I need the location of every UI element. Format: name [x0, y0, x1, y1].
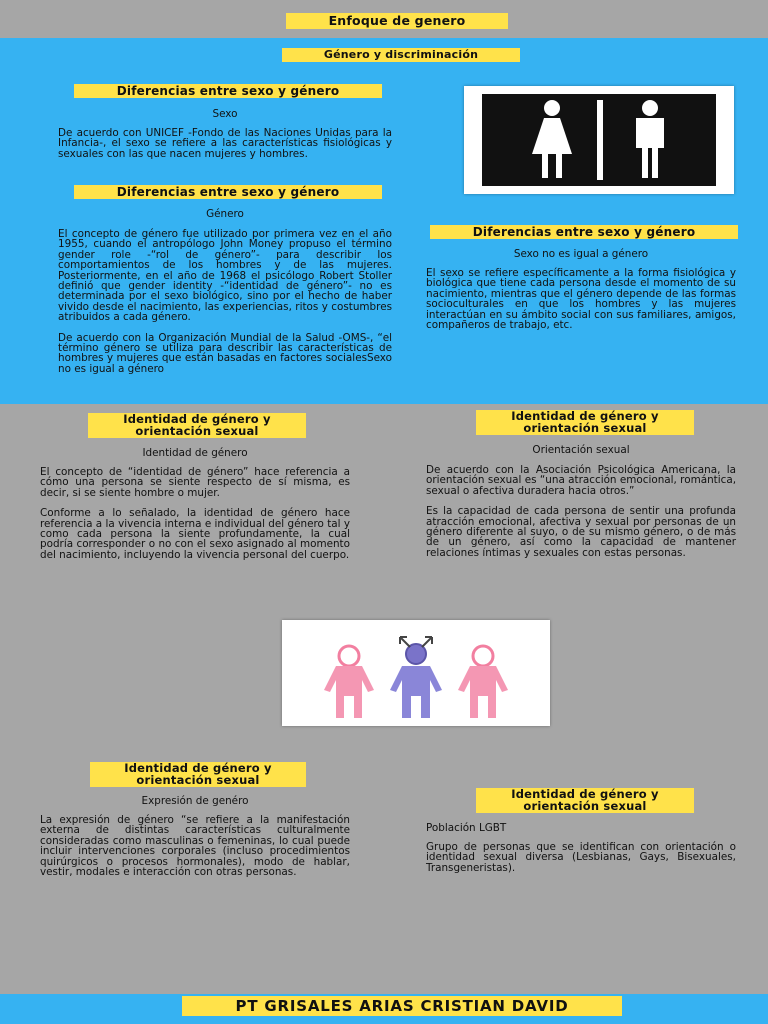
s2-paragraph: De acuerdo con la Organización Mundial de la Salud -OMS-, “el término género se utiliza para describir las características de hombres y mujeres que están basadas en factores socialesSexo no es igual a género: [58, 331, 392, 375]
s3-paragraph: El sexo se refiere específicamente a la forma fisiológica y biológica que tiene cada persona desde el momento de su nacimiento, mientras que el género depende de las formas socioculturales en que los hombres y las mujeres interactúan en su ámbito social con sus familiares, amigos, compañeros de trabajo, etc.: [426, 267, 736, 332]
s6-paragraph: La expresión de género “se refiere a la manifestación externa de distintas características culturalmente consideradas como masculinas o femeninas, lo cual puede incluir intervenciones corporales (incluso procedimientos quirúrgicos o procesos hormonales), modo de hablar, vestir, modales e interacción con otras personas.: [40, 814, 350, 879]
restroom-sign-image: [464, 86, 734, 194]
s2-body: [58, 229, 392, 384]
s5-heading: Identidad de género y orientación sexual: [476, 410, 694, 435]
s4-paragraph: El concepto de “identidad de género” hace referencia a cómo una persona se siente respecto de sí misma, es decir, si se siente hombre o mujer.: [40, 466, 350, 499]
s5-paragraph: De acuerdo con la Asociación Psicológica Americana, la orientación sexual es “una atracción emocional, romántica, sexual o afectiva duradera hacia otros.”: [426, 464, 736, 497]
s1-heading: Diferencias entre sexo y género: [74, 84, 382, 98]
s7-body: [426, 842, 736, 883]
s1-body: [58, 128, 392, 169]
restroom-sign-icon: [464, 86, 734, 194]
s6-body: [40, 815, 350, 887]
s6-label: Expresión de genéro: [141, 795, 249, 807]
s4-body: [40, 467, 350, 570]
s2-paragraph: El concepto de género fue utilizado por primera vez en el año 1955, cuando el antropólogo John Money propuso el término gender role -“rol de género”- para describir los comportamientos de los hombres y de las mujeres. Posteriormente, en el año de 1968 el psicólogo Robert Stoller definió que gender identity -“identidad de género”- no es determinada por el sexo biológico, sino por el hecho de haber vivido desde el nacimiento, las experiencias, ritos y costumbres atribuidos a cada género.: [58, 228, 392, 324]
s6-heading: Identidad de género y orientación sexual: [90, 762, 306, 787]
s5-paragraph: Es la capacidad de cada persona de sentir una profunda atracción emocional, afectiva y sexual por personas de un género diferente al suyo, o de su mismo género, o de más de un género, así como la capacidad de mantener relaciones íntimas y sexuales con estas personas.: [426, 505, 736, 559]
s7-paragraph: Grupo de personas que se identifican con orientación o identidad sexual diversa (Lesbianas, Gays, Bisexuales, Transgeneristas).: [426, 841, 736, 874]
s4-paragraph: Conforme a lo señalado, la identidad de género hace referencia a la vivencia interna e individual del género tal y como cada persona la siente profundamente, la cual podría corresponder o no con el sexo asignado al momento del nacimiento, incluyendo la vivencia personal del cuerpo.: [40, 507, 350, 561]
s4-label: Identidad de género: [142, 447, 248, 459]
s7-label: Población LGBT: [426, 822, 507, 834]
footer-author: PT GRISALES ARIAS CRISTIAN DAVID: [182, 996, 622, 1016]
s4-heading: Identidad de género y orientación sexual: [88, 413, 306, 438]
s1-paragraph: De acuerdo con UNICEF -Fondo de las Naciones Unidas para la Infancia-, el sexo se refiere a las características fisiológicas y sexuales con las que nacen mujeres y hombres.: [58, 127, 392, 160]
s5-body: [426, 465, 736, 568]
s7-heading: Identidad de género y orientación sexual: [476, 788, 694, 813]
page-subtitle: Género y discriminación: [282, 48, 520, 62]
s5-label: Orientación sexual: [532, 444, 630, 456]
s3-body: [426, 268, 736, 340]
s2-heading: Diferencias entre sexo y género: [74, 185, 382, 199]
s3-heading: Diferencias entre sexo y género: [430, 225, 738, 239]
gender-figures-image: [282, 620, 550, 726]
s2-label: Género: [206, 208, 244, 220]
gender-figures-icon: [282, 620, 550, 726]
s1-label: Sexo: [212, 108, 238, 120]
page-title: Enfoque de genero: [286, 13, 508, 29]
s3-label: Sexo no es igual a género: [513, 248, 649, 260]
